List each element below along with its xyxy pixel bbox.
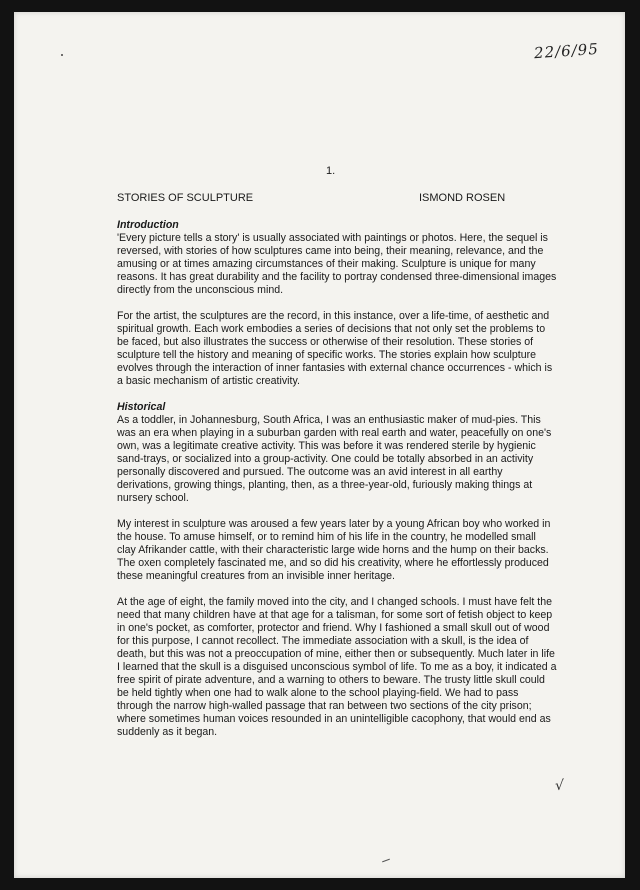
paragraph: My interest in sculpture was aroused a few years later by a young African boy who worked in the house. To amuse himself, or to remind him of his life in the country, he modelled small clay Afrikander cattle, with their characteristic large wide horns and the hump on their backs. The oxen completely fascinated me, and so did his creativity, where he effortlessly produced these meaningful creatures from an invisible inner heritage.	[117, 518, 551, 582]
margin-check-mark: √	[555, 778, 564, 794]
paragraph: For the artist, the sculptures are the record, in this instance, over a life-time, of aesthetic and spiritual growth. Each work embodies a series of decisions that not only set the problems to be faced, but also illustrates the success or otherwise of their resolution. These stories of sculpture tell the history and meaning of specific works. The stories explain how sculpture evolves through the interaction of inner fantasies with external chance occurrences - which is a basic mechanism of artistic creativity.	[117, 310, 553, 387]
document-title: STORIES OF SCULPTURE	[117, 192, 254, 204]
paragraph: At the age of eight, the family moved into the city, and I changed schools. I must have felt the need that many children have at that age for a talisman, for some sort of fetish object to keep in one's pocket, as comforter, protector and friend. Why I fashioned a small skull out of wood for this purpose, I cannot recollect. The immediate association with a skull, is the idea of death, but this was not a preoccupation of mine, either then or subsequently. Much later in life I learned that the skull is a disguised unconscious symbol of life. To me as a boy, it indicated a free spirit of pirate adventure, and a warning to others to beware. The trusty little skull could be held tightly when one had to walk alone to the school playing-field. We had to pass through the narrow high-walled passage that ran between two sections of the city prison; where sometimes human voices resounded in an unintelligible cacophony, that would end as suddenly as it began.	[117, 596, 557, 738]
handwritten-note: 22/6/95	[533, 39, 600, 63]
page-number: 1.	[326, 165, 336, 177]
paragraph: As a toddler, in Johannesburg, South Africa, I was an enthusiastic maker of mud-pies. This was an era when playing in a suburban garden with real earth and water, peacefully on one's own, was a legitimate creative activity. This was before it was rendered sterile by hygienic sand-trays, or socialized into a group-activity. One could be totally absorbed in an activity personally discovered and pursued. The outcome was an avid interest in all earthy derivations, growing things, planting, then, as a three-year-old, furiously making things at nursery school.	[117, 414, 552, 504]
section-heading-historical: Historical	[117, 401, 166, 413]
paragraph: 'Every picture tells a story' is usually associated with paintings or photos. Here, the sequel is reversed, with stories of how sculptures came into being, their meaning, relevance, and the amusing or at times amazing circumstances of their making. Sculpture is unique for many reasons. It has great durability and the facility to portray condensed three-dimensional images directly from the unconscious mind.	[117, 232, 557, 296]
document-page	[14, 12, 625, 878]
document-body	[117, 219, 557, 752]
section-heading-introduction: Introduction	[117, 219, 179, 231]
ink-speck	[61, 54, 63, 56]
document-author: ISMOND ROSEN	[419, 192, 506, 204]
pen-stroke	[382, 859, 390, 863]
